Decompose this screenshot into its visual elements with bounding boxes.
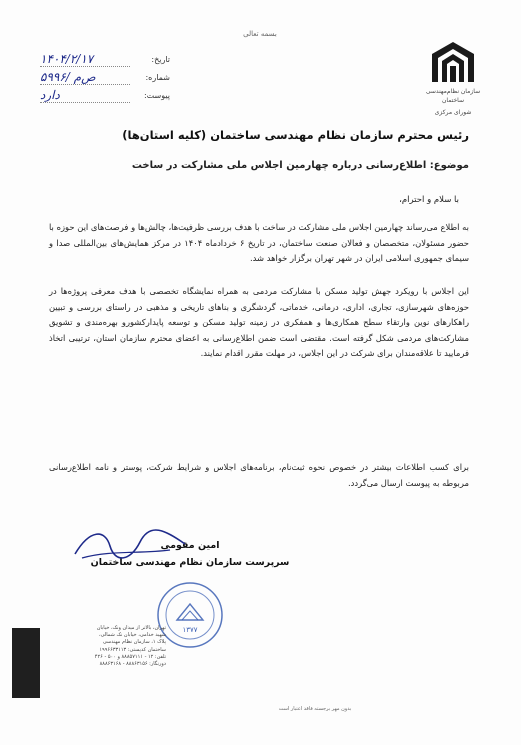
subject-line: موضوع: اطلاع‌رسانی درباره چهارمین اجلاس ملی مشارکت در ساخت: [131, 160, 469, 171]
building-logo-icon: [430, 40, 476, 84]
number-label: شماره:: [145, 73, 170, 82]
date-row: [40, 52, 170, 70]
bismillah-header: بسمه تعالی: [243, 30, 277, 38]
number-dots: [40, 84, 130, 85]
body-paragraph-3: برای کسب اطلاعات بیشتر در خصوص نحوه ثبت‌نام، برنامه‌های اجلاس و شرایط شرکت، پوستر و نامه اطلاع‌رسانی مربوطه به پیوست ارسال می‌گردد.: [49, 462, 469, 488]
footer-note: بدون مهر برجسته فاقد اعتبار است: [278, 706, 352, 712]
contact-info: [46, 625, 166, 668]
contact-line: پلاک ۱، سازمان نظام مهندسی: [102, 639, 166, 646]
letter-meta: [40, 52, 170, 106]
attachment-dots: [40, 102, 130, 103]
addressee: رئیس محترم سازمان نظام مهندسی ساختمان (کلیه استان‌ها): [122, 128, 469, 142]
date-label: تاریخ:: [151, 55, 170, 64]
body-paragraph-1: به اطلاع می‌رساند چهارمین اجلاس ملی مشارکت در ساخت با هدف بررسی ظرفیت‌ها، چالش‌ها و فرصت‌های این حوزه با حضور مسئولان، متخصصان و فعالان صنعت ساختمان، در تاریخ ۶ خردادماه ۱۴۰۴ در مرکز همایش‌های بین‌المللی صدا و سیمای جمهوری اسلامی ایران در شهر تهران برگزار خواهد شد.: [49, 222, 469, 263]
qr-code-icon: [12, 628, 40, 698]
attachment-label: پیوست:: [143, 91, 170, 100]
date-dots: [40, 66, 130, 67]
date-value: ۱۴۰۴/۲/۱۷: [40, 52, 94, 66]
logo-org-line1: سازمان نظام‌مهندسی ساختمان: [425, 88, 481, 104]
number-row: [40, 70, 170, 88]
signature-block: [70, 540, 310, 568]
signer-name: امین مقومی: [160, 540, 220, 551]
number-value: ۵۹۹۶/ ص‌م: [40, 70, 96, 84]
greeting: با سلام و احترام،: [399, 195, 459, 205]
organization-logo: [418, 40, 488, 117]
contact-line: ساختمان کدپستی: ۱۹۹۶۶۳۳۱۱۳: [99, 646, 166, 653]
signer-title: سرپرست سازمان نظام مهندسی ساختمان: [90, 557, 290, 568]
handwritten-signature: [70, 524, 190, 564]
contact-line: شهید خدامی، خیابان نک شمالی،: [98, 632, 166, 639]
contact-line: دورنگار: ۸۸۸۶۳۱۵۶ - ۸۸۸۶۳۱۶۸: [99, 661, 166, 668]
attachment-value: دارد: [40, 88, 60, 102]
attachment-row: [40, 88, 170, 106]
seal-number: ۱۳۷۷: [182, 626, 198, 634]
body-paragraph-2: این اجلاس با رویکرد جهش تولید مسکن با مشارکت مردمی به همراه نمایشگاه تخصصی با هدف معرفی پروژه‌ها در حوزه‌های شهرسازی، تجاری، اداری، درمانی، خدماتی، گردشگری و بناهای تاریخی و مذهبی در راستای بررسی و تبیین راهکارهای نوین وارتقاء سطح همکاری‌ها و همفکری در زمینه تولید مسکن و توسعه پایدارکشورو بهره‌مندی و تشویق مشارکت‌های مردمی شکل گرفته است. مقتضی است ضمن اطلاع‌رسانی به اعضای محترم سازمان استان، ترتیبی اتخاذ فرمایید تا علاقه‌مندان برای شرکت در این اجلاس، در مهلت مقرر اقدام نمایند.: [49, 286, 469, 358]
contact-line: تهران، بالاتر از میدان ونک، خیابان: [96, 625, 166, 631]
logo-org-line2: شورای مرکزی: [434, 109, 472, 116]
contact-line: تلفن: ۱۲ - ۸۸۸۵۷۱۱۱ و ۵۰۰ - ۴۲۶: [94, 653, 166, 660]
